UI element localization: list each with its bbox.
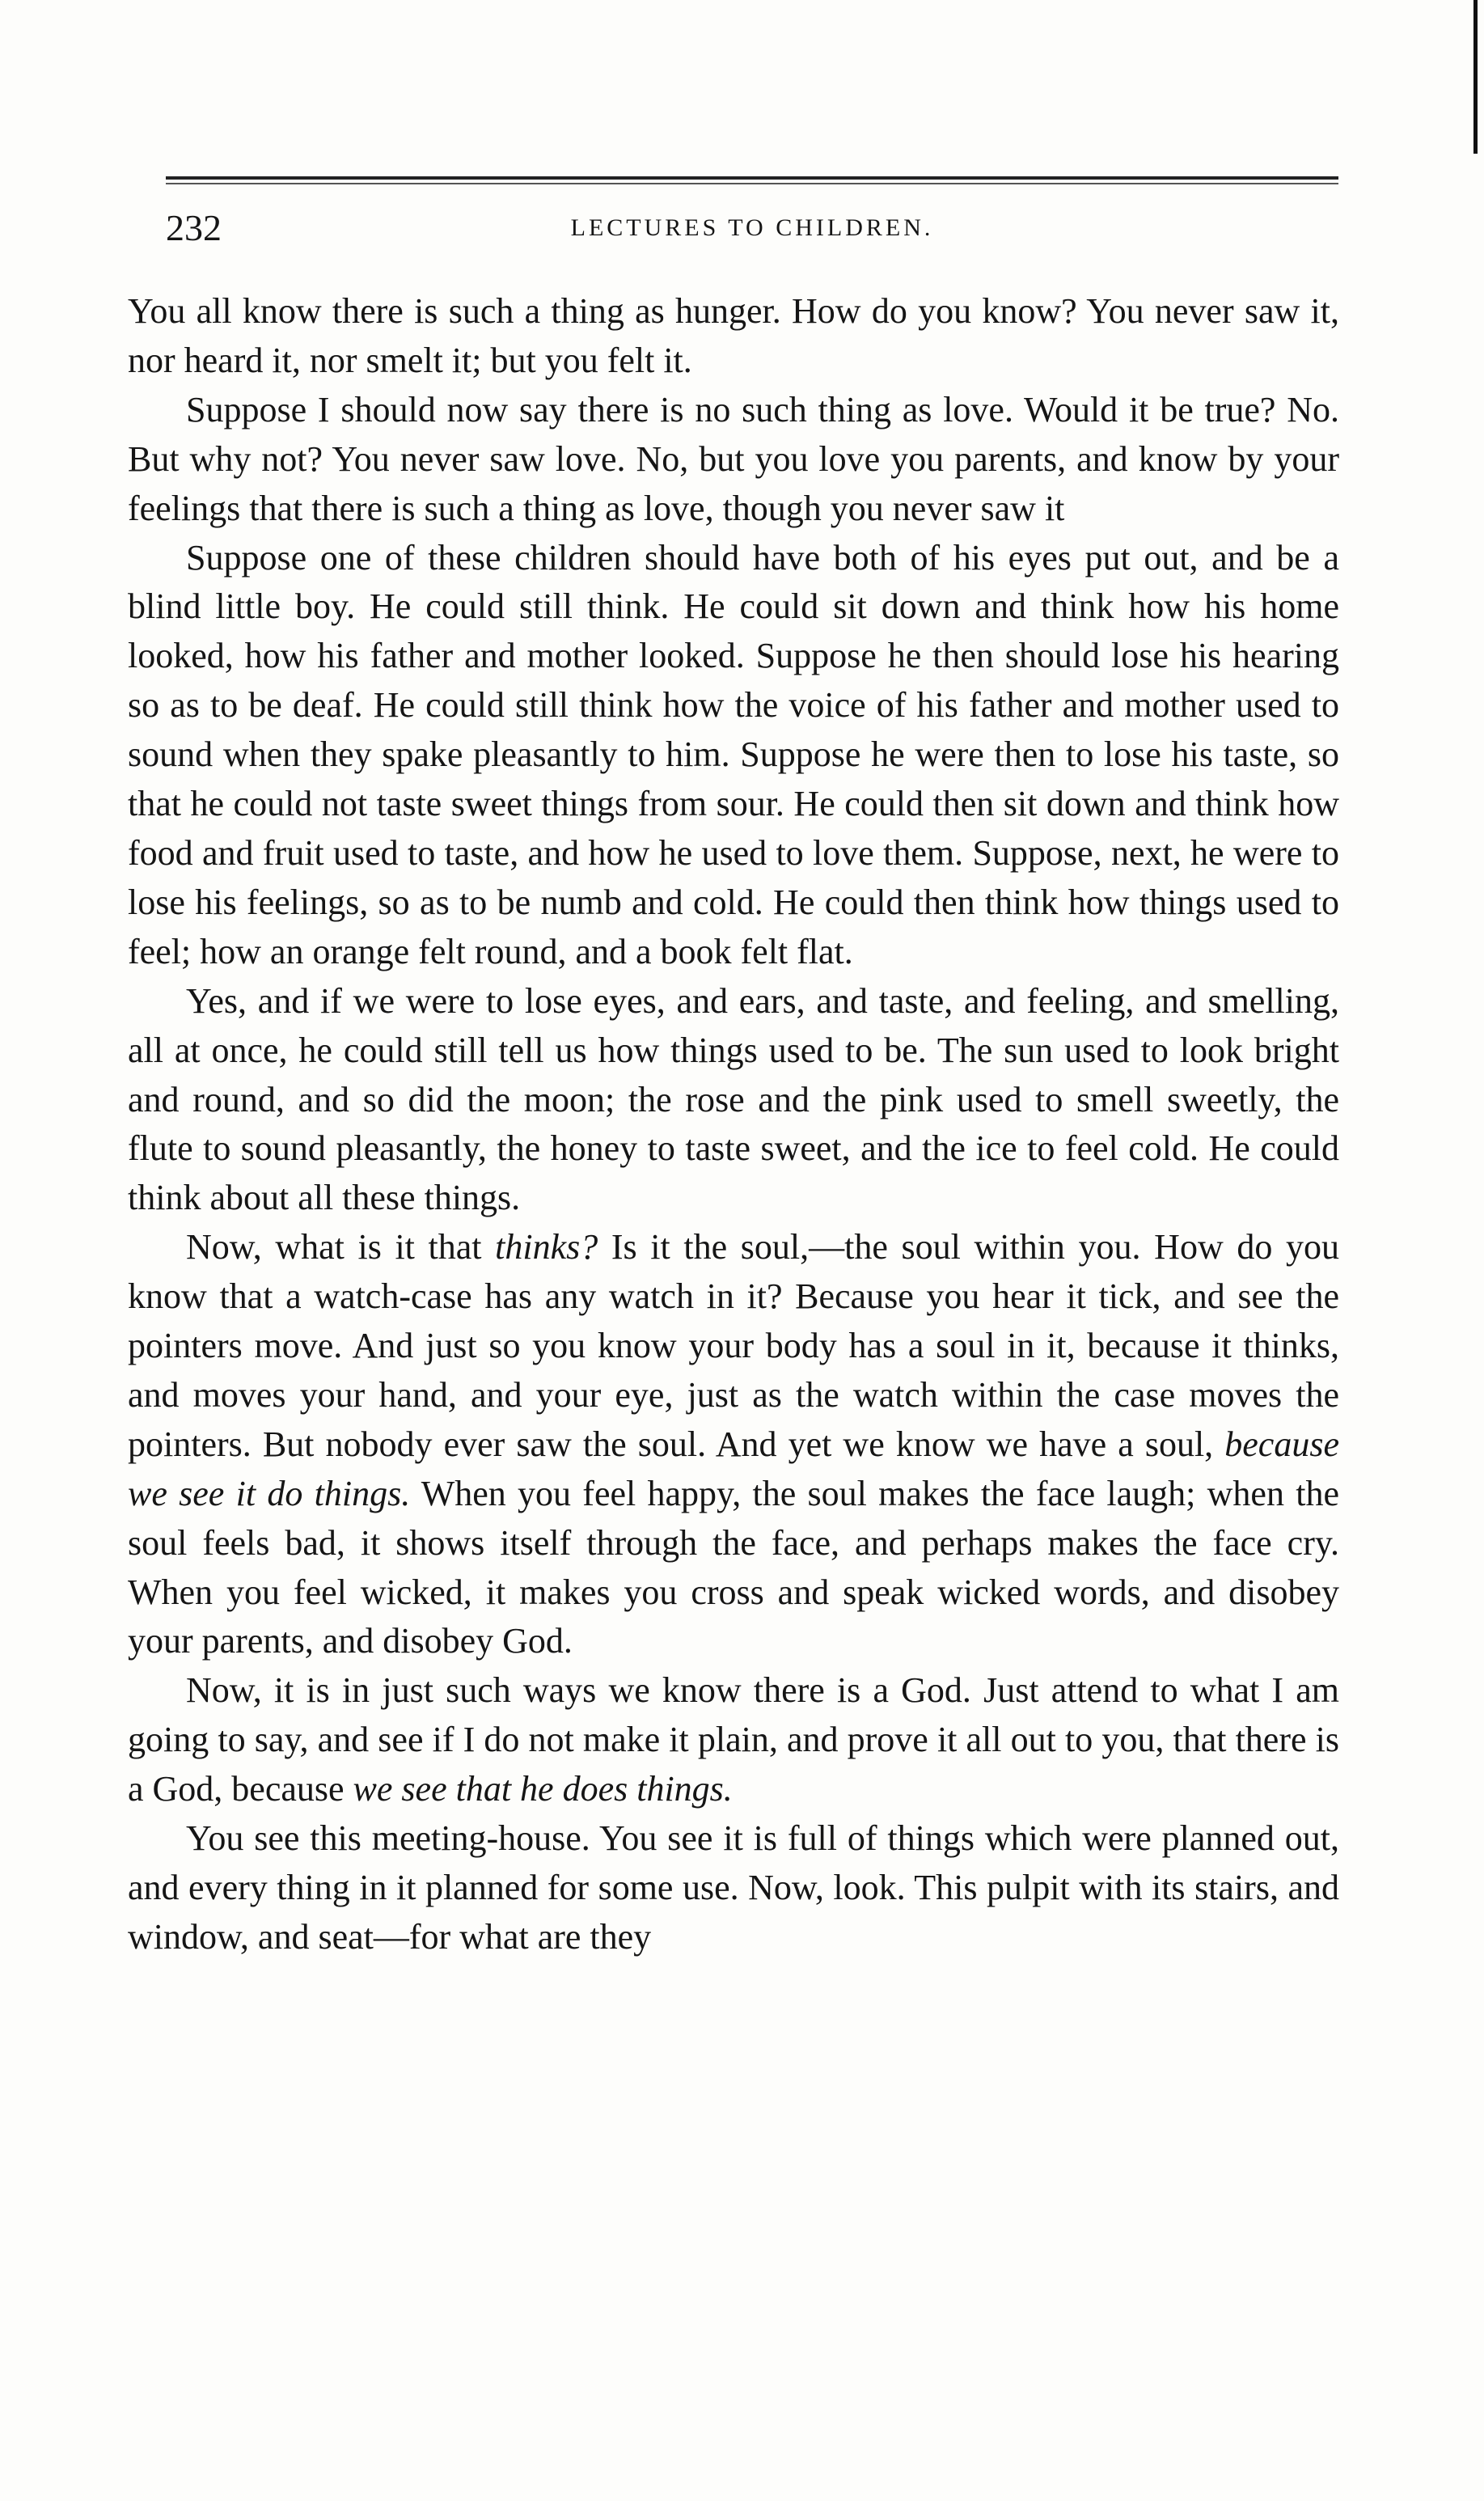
paragraph-soul bbox=[128, 1223, 1339, 1666]
header-rule-thin bbox=[166, 183, 1338, 184]
paragraph-love bbox=[128, 386, 1339, 534]
emphasis-text: we see that he does things. bbox=[353, 1769, 733, 1809]
emphasis-text: thinks? bbox=[495, 1227, 598, 1267]
page-number: 232 bbox=[166, 207, 222, 248]
paragraph-text: You all know there is such a thing as hunger. How do you know? You never saw it, nor heard it, nor smelt it; but you felt it. bbox=[128, 291, 1339, 380]
header-rule bbox=[166, 176, 1338, 180]
emphasis-text: because we see it do things. bbox=[128, 1424, 1339, 1513]
paragraph-text: Yes, and if we were to lose eyes, and ears, and taste, and feeling, and smelling, all at once, he could still tell us how things used to be. The sun used to look bright and round, and so did the moon; the rose and the pink used to smell sweetly, the flute to sound pleasantly, the honey to taste sweet, and the ice to feel cold. He could think about all these things. bbox=[128, 980, 1339, 1218]
paragraph-hunger bbox=[128, 287, 1339, 386]
paragraph-text: Suppose one of these children should have both of his eyes put out, and be a blind little boy. He could still think. He could sit down and think how his home looked, how his father and mother looked. Suppose he then should lose his hearing so as to be deaf. He could still think how the voice of his father and mother used to sound when they spake pleasantly to him. Suppose he were then to lose his taste, so that he could not taste sweet things from sour. He could then sit down and think how food and fruit used to taste, and how he used to love them. Suppose, next, he were to lose his feelings, so as to be numb and cold. He could then think how things used to feel; how an orange felt round, and a book felt flat. bbox=[128, 537, 1339, 971]
paragraph-god bbox=[128, 1666, 1339, 1814]
paragraph-text: Suppose I should now say there is no such thing as love. Would it be true? No. But why not? You never saw love. No, but you love you parents, and know by your feelings that there is such a thing as love, though you never saw it bbox=[128, 389, 1339, 528]
paragraph-text: Now, what is it that bbox=[186, 1227, 496, 1267]
paragraph-text: You see this meeting-house. You see it is full of things which were planned out, and every thing in it planned for some use. Now, look. This pulpit with its stairs, and window, and seat—for what are they bbox=[128, 1818, 1339, 1957]
paragraph-senses bbox=[128, 977, 1339, 1224]
page-body bbox=[128, 287, 1339, 1962]
paragraph-blind-boy bbox=[128, 534, 1339, 977]
running-head: LECTURES TO CHILDREN. bbox=[570, 214, 934, 241]
paragraph-text: Is it the soul,—the soul within you. How do you know that a watch-case has any watch in it? Because you hear it tick, and see the pointers move. And just so you know your body has a soul in it, because it thinks, and moves your hand, and your eye, just as the watch within the case moves the pointers. But nobody ever saw the soul. And yet we know we have a soul, bbox=[128, 1227, 1339, 1464]
paragraph-text: Now, it is in just such ways we know there is a God. Just attend to what I am going to say, and see if I do not make it plain, and prove it all out to you, that there is a God, because bbox=[128, 1670, 1339, 1809]
paragraph-text: When you feel happy, the soul makes the face laugh; when the soul feels bad, it shows itself through the face, and perhaps makes the face cry. When you feel wicked, it makes you cross and speak wicked words, and disobey your parents, and disobey God. bbox=[128, 1473, 1339, 1661]
page-header bbox=[166, 204, 1338, 252]
paragraph-meeting-house bbox=[128, 1814, 1339, 1962]
page-edge-mark bbox=[1473, 0, 1478, 154]
